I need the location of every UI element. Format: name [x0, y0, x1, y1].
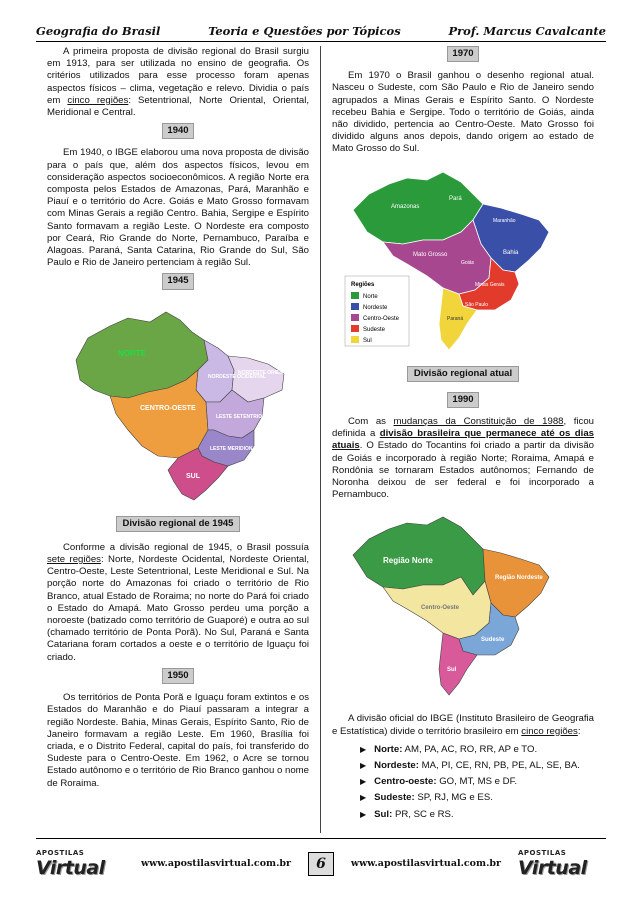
label-leste-setentrional-1945: LESTE SETENTRIONAL	[216, 413, 273, 420]
label-parana: Paraná	[447, 315, 464, 322]
label-nordeste-ocidental-1945: NORDESTE OCIDENTAL	[208, 373, 266, 380]
footer-url-right[interactable]: www.apostilasvirtual.com.br	[350, 858, 502, 869]
left-column	[47, 46, 309, 794]
column-divider	[320, 46, 321, 833]
legend-swatch	[351, 336, 359, 343]
bullet-icon: ▶	[360, 809, 367, 819]
bullet-icon: ▶	[360, 761, 367, 771]
label-mato-grosso: Mato Grosso	[413, 251, 448, 258]
label-sudeste-atual: Sudeste	[481, 637, 505, 644]
legend-title-1970: Regiões	[351, 281, 375, 288]
header-left: Geografia do Brasil	[36, 24, 161, 38]
label-norte-1945: NORTE	[118, 348, 146, 358]
list-item: ▶ Norte: AM, PA, AC, RO, RR, AP e TO.	[360, 743, 538, 755]
label-maranhao: Maranhão	[493, 217, 516, 224]
paragraph-1913: A primeira proposta de divisão regional do Brasil surgiu em 1913, para ser utilizada no ensino de geografia. Os critérios utilizados para esse processo foram apenas aspectos físicos – clima, vegetação e relevo. Dividia o país em cinco regiões: Setentrional, Norte Oriental, Oriental, Meridional e Central.	[47, 46, 310, 119]
footer-url-left[interactable]: www.apostilasvirtual.com.br	[140, 858, 292, 869]
legend-swatch	[351, 314, 359, 321]
year-1970-label: 1970	[447, 46, 478, 62]
year-1940-label: 1940	[162, 123, 193, 139]
bullet-icon: ▶	[360, 744, 367, 754]
regions-list	[360, 744, 594, 821]
map-1945	[58, 298, 298, 510]
label-minas-gerais: Minas Gerais	[475, 281, 505, 288]
legend-label: Nordeste	[363, 304, 388, 311]
legend-swatch	[351, 303, 359, 310]
paragraph-1970: Em 1970 o Brasil ganhou o desenho regional atual. Nasceu o Sudeste, com São Paulo e Rio de Janeiro sendo agrupados a Minas Gerais e Espírito Santo. O Nordeste recebeu Bahia e Sergipe. Todo o território de Goiás, ainda não dividido, pertencia ao Centro-Oeste. Mato Grosso foi dividido alguns anos depois, dando origem ao estado de Mato Grosso do Sul.	[332, 70, 594, 155]
header-right: Prof. Marcus Cavalcante	[448, 24, 606, 38]
year-1945-label: 1945	[162, 273, 193, 289]
label-goias: Goiás	[461, 259, 475, 266]
legend-swatch	[351, 325, 359, 332]
caption-atual: Divisão regional atual	[407, 366, 519, 382]
paragraph-1945: Conforme a divisão regional de 1945, o Brasil possuía sete regiões: Norte, Nordeste Ocidental, Nordeste Oriental, Centro-Oeste, Leste Setentrional, Leste Meridional e Sul. Na porção norte do Amazonas foi criado o território de Rio Branco, atual Estado de Roraima; no norte do Pará foi criado o Estado do Amapá. Mato Grosso perdeu uma porção a noroeste (batizado como território de Guaporé) e outra ao sul (chamado território de Ponta Porã). No Sul, Paraná e Santa Catariana foram cortados a oeste e o território de Iguaçu foi criado.	[47, 541, 309, 663]
legend-label: Sudeste	[363, 326, 386, 333]
bullet-icon: ▶	[360, 777, 367, 787]
label-para: Pará	[449, 195, 462, 202]
page-footer	[36, 838, 606, 888]
label-regiao-norte: Região Norte	[383, 556, 433, 566]
paragraph-1990: Com as mudanças da Constituição de 1988, ficou definida a divisão brasileira que permanece até os dias atuais. O Estado do Tocantins foi criado a partir da divisão de Goiás e incorporado à região Norte; Roraima, Amapá e Rondônia se tornaram Estados autônomos; Fernando de Noronha deixou de ser federal e foi incorporado a Pernambuco.	[332, 416, 594, 501]
map-atual	[343, 505, 583, 705]
label-sul-1945: SUL	[186, 472, 200, 480]
legend-label: Centro-Oeste	[363, 315, 400, 322]
right-column	[332, 46, 594, 825]
legend-swatch	[351, 292, 359, 299]
paragraph-1940: Em 1940, o IBGE elaborou uma nova proposta de divisão para o país que, além dos aspectos físicos, levou em consideração aspectos socioeconômicos. A região Norte era composta pelos Estados de Amazonas, Pará, Maranhão e Piauí e o território do Acre. Goiás e Mato Grosso formavam com Minas Gerais a região Centro. Bahia, Sergipe e Espírito Santo formavam a região Leste. O Nordeste era composto por Ceará, Rio Grande do Norte, Pernambuco, Paraíba e Alagoas. Paraná, Santa Catarina, Rio Grande do Sul, São Paulo e Rio de Janeiro pertenciam à região Sul.	[47, 147, 309, 269]
label-centro-oeste-1945: CENTRO-OESTE	[140, 404, 196, 412]
year-1990-label: 1990	[447, 392, 478, 408]
list-item: ▶ Centro-oeste: GO, MT, MS e DF.	[360, 776, 518, 788]
paragraph-1950: Os territórios de Ponta Porã e Iguaçu foram extintos e os Estados do Maranhão e do Piauí passaram a integrar a região Nordeste. Bahia, Minas Gerais, Espírito Santo, Rio de Janeiro formavam a região Leste. Em 1960, Brasília foi criada, e o Distrito Federal, capital do país, foi transferido do Sudeste para o Centro-Oeste. Em 1962, o Acre se tornou Estado autônomo e o território de Rio Branco ganhou o nome de Roraima.	[47, 692, 309, 789]
label-sao-paulo: São Paulo	[465, 301, 489, 308]
list-item: ▶ Sudeste: SP, RJ, MG e ES.	[360, 792, 493, 804]
label-leste-meridional-1945: LESTE MERIDIONAL	[210, 445, 260, 452]
legend-label: Sul	[363, 337, 372, 344]
page-number: 6	[308, 852, 334, 876]
logo-right: APOSTILAS Virtual	[517, 848, 587, 879]
label-centro-oeste-atual: Centro-Oeste	[421, 605, 460, 612]
page-header	[36, 18, 606, 42]
paragraph-official: A divisão oficial do IBGE (Instituto Brasileiro de Geografia e Estatística) divide o território brasileiro em cinco regiões:	[332, 713, 594, 737]
logo-left: APOSTILAS Virtual	[36, 848, 105, 879]
list-item: ▶ Sul: PR, SC e RS.	[360, 808, 454, 820]
header-center: Teoria e Questões por Tópicos	[208, 24, 401, 38]
caption-1945: Divisão regional de 1945	[116, 516, 241, 532]
year-1950-label: 1950	[162, 668, 193, 684]
map-1970	[343, 160, 583, 360]
list-item: ▶ Nordeste: MA, PI, CE, RN, PB, PE, AL, SE, BA.	[360, 760, 580, 772]
label-nordeste-oriental-1945: NORDESTE ORIENTAL	[238, 369, 293, 376]
label-bahia: Bahia	[503, 249, 519, 256]
label-regiao-nordeste: Região Nordeste	[495, 575, 543, 582]
legend-label: Norte	[363, 293, 378, 300]
label-amazonas: Amazonas	[391, 203, 420, 210]
bullet-icon: ▶	[360, 793, 367, 803]
label-sul-atual: Sul	[447, 667, 457, 674]
